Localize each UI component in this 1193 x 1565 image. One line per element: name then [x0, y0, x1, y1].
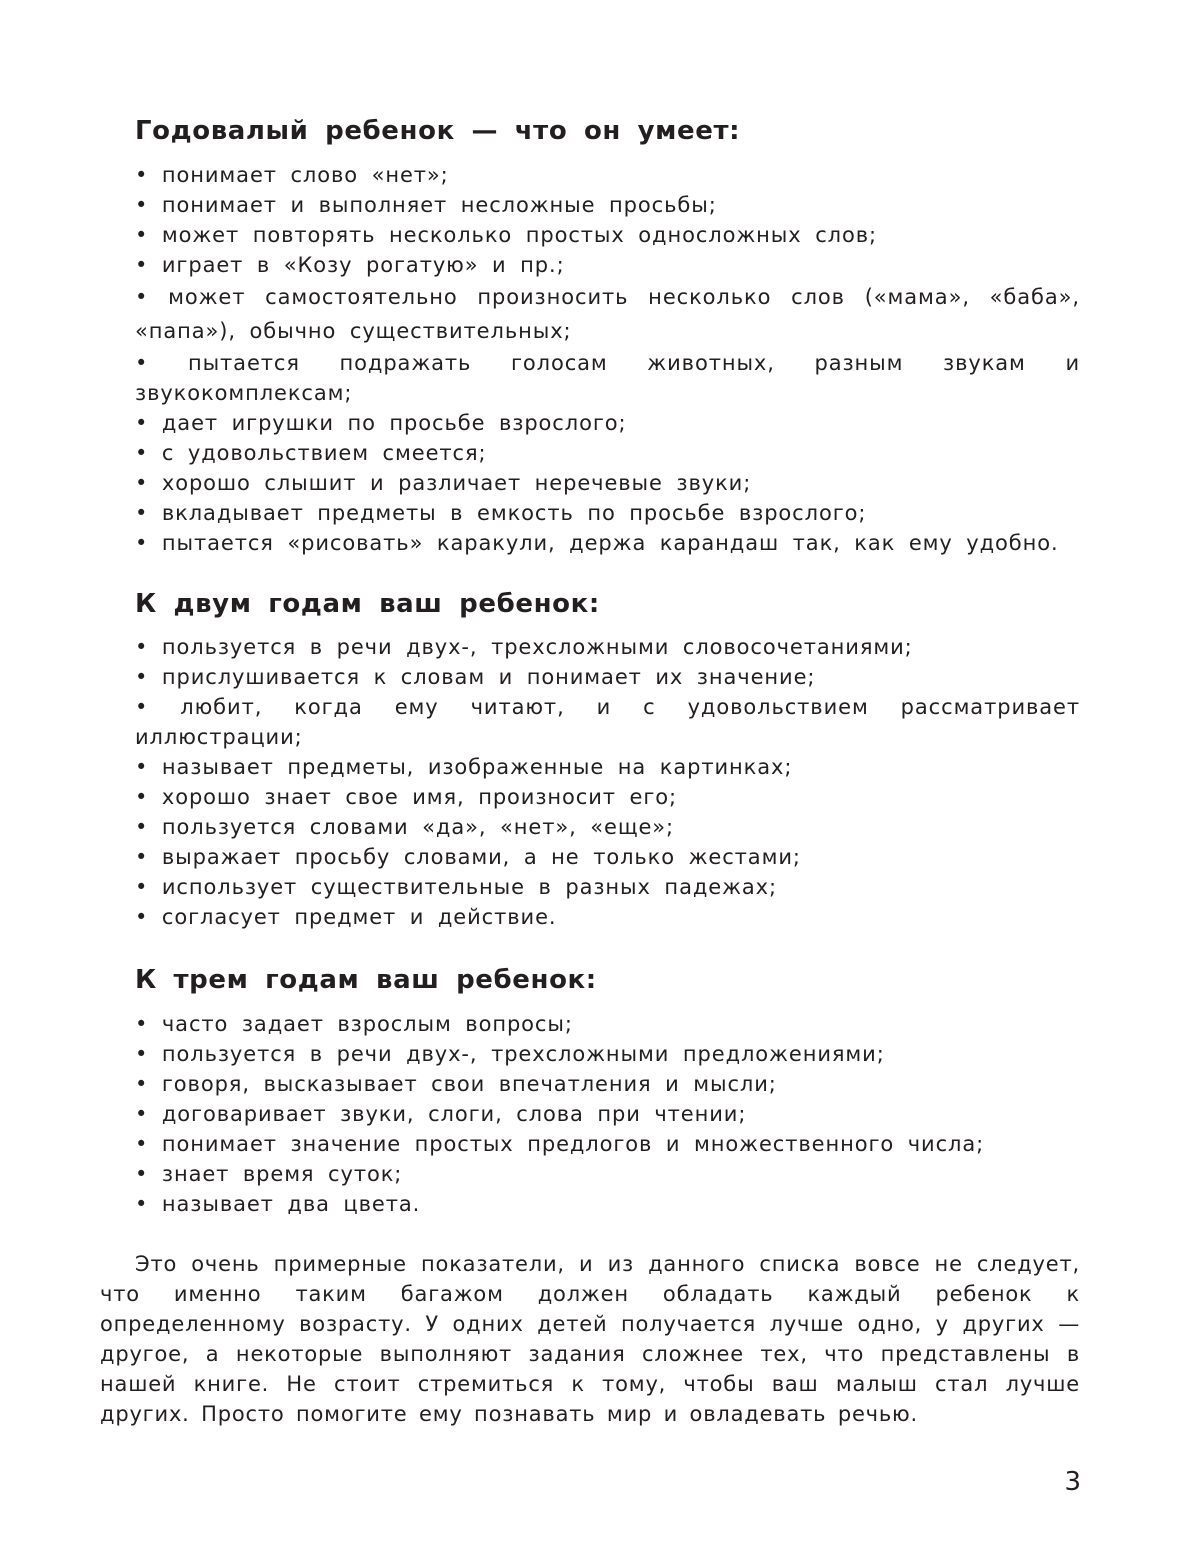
list-item: • пользуется словами «да», «нет», «еще»;: [135, 812, 1080, 842]
list-item: • называет предметы, изображенные на картинках;: [135, 752, 1080, 782]
section-heading-one-year: Годовалый ребенок — что он умеет:: [135, 116, 741, 146]
three-years-skills-list: [135, 1009, 1080, 1219]
list-item: • пытается «рисовать» каракули, держа карандаш так, как ему удобно.: [135, 528, 1080, 558]
list-item: • говоря, высказывает свои впечатления и мысли;: [135, 1069, 1080, 1099]
list-item: • понимает слово «нет»;: [135, 160, 1080, 190]
section-heading-two-years: К двум годам ваш ребенок:: [135, 589, 600, 619]
list-item: • может самостоятельно произносить несколько слов («мама», «баба», «папа»), обычно существительных;: [135, 280, 1080, 348]
one-year-skills-list: [135, 160, 1080, 558]
list-item: • понимает значение простых предлогов и множественного числа;: [135, 1129, 1080, 1159]
list-item: • согласует предмет и действие.: [135, 902, 1080, 932]
closing-paragraph: Это очень примерные показатели, и из данного списка вовсе не следует, что именно таким багажом должен обладать каждый ребенок к определенному возрасту. У одних детей получается лучше одно, у других — другое, а некоторые выполняют задания сложнее тех, что представлены в нашей книге. Не стоит стремиться к тому, чтобы ваш малыш стал лучше других. Просто помогите ему познавать мир и овладевать речью.: [100, 1252, 1080, 1426]
page-number: 3: [1064, 1467, 1081, 1497]
list-item: • любит, когда ему читают, и с удовольствием рассматривает иллюстрации;: [135, 692, 1080, 752]
list-item: • использует существительные в разных падежах;: [135, 872, 1080, 902]
two-years-skills-list: [135, 632, 1080, 932]
list-item: • договаривает звуки, слоги, слова при чтении;: [135, 1099, 1080, 1129]
section-heading-three-years: К трем годам ваш ребенок:: [135, 965, 597, 995]
list-item: • играет в «Козу рогатую» и пр.;: [135, 250, 1080, 280]
list-item: • часто задает взрослым вопросы;: [135, 1009, 1080, 1039]
list-item: • хорошо слышит и различает неречевые звуки;: [135, 468, 1080, 498]
list-item: • дает игрушки по просьбе взрослого;: [135, 408, 1080, 438]
list-item: • знает время суток;: [135, 1159, 1080, 1189]
list-item: • может повторять несколько простых односложных слов;: [135, 220, 1080, 250]
list-item: • пользуется в речи двух-, трехсложными предложениями;: [135, 1039, 1080, 1069]
list-item: • прислушивается к словам и понимает их значение;: [135, 662, 1080, 692]
list-item: • с удовольствием смеется;: [135, 438, 1080, 468]
list-item: • хорошо знает свое имя, произносит его;: [135, 782, 1080, 812]
list-item: • вкладывает предметы в емкость по просьбе взрослого;: [135, 498, 1080, 528]
list-item: • пытается подражать голосам животных, разным звукам и звукокомплексам;: [135, 348, 1080, 408]
list-item: • понимает и выполняет несложные просьбы;: [135, 190, 1080, 220]
list-item: • называет два цвета.: [135, 1189, 1080, 1219]
list-item: • выражает просьбу словами, а не только жестами;: [135, 842, 1080, 872]
list-item: • пользуется в речи двух-, трехсложными словосочетаниями;: [135, 632, 1080, 662]
